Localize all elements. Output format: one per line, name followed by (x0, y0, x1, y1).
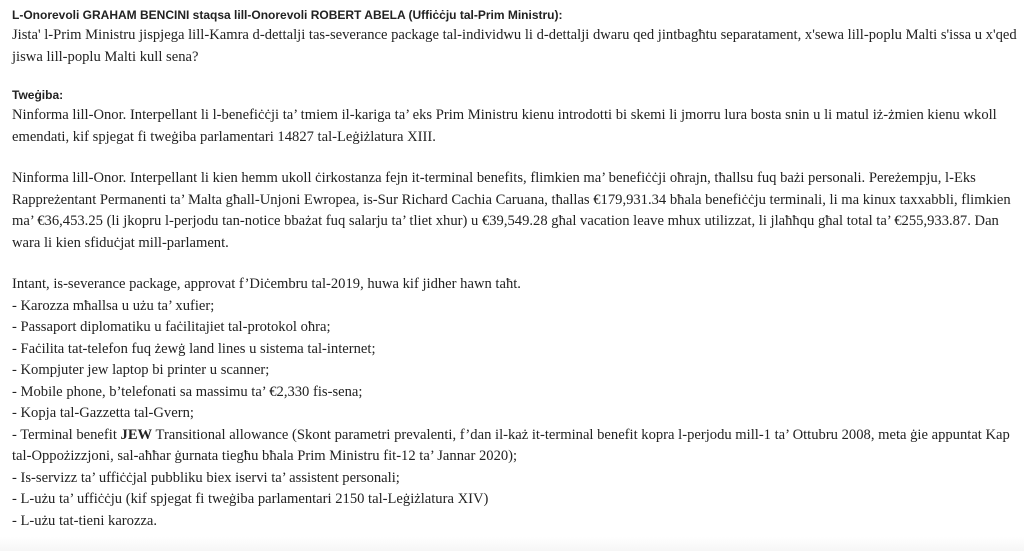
list-item: - Mobile phone, b’telefonati sa massimu ta’ €2,330 fis-sena; (12, 383, 363, 400)
list-item: - Is-servizz ta’ uffiċċjal pubbliku biex iservi ta’ assistent personali; (12, 469, 400, 486)
terminal-after: Transitional allowance (Skont parametri prevalenti, f’dan il-każ it-terminal benefit kopra l-perjodu mill-1 ta’ Ottubru 2008, meta ġie appuntat Kap tal-Oppożizzjoni, sal-aħħar ġurnata tiegħu bħala Prim Ministru fit-12 ta’ Jannar 2020); (12, 426, 1010, 464)
question-text: Jista' l-Prim Ministru jispjega lill-Kamra d-dettalji tas-severance package tal-individwu li d-dettalji dwaru qed jintbagħtu separatament, x'sewa lill-poplu Malti s'issa u x'qed jiswa lill-poplu Malti kull sena? (12, 27, 1017, 65)
answer-heading: Tweġiba: (12, 88, 64, 102)
list-item: - Karozza mħallsa u użu ta’ xufier; (12, 297, 215, 314)
question-header (12, 8, 1020, 23)
question-addressee: ROBERT ABELA (310, 8, 406, 22)
question-prefix: L-Onorevoli (12, 8, 83, 22)
list-item: - L-użu tat-tieni karozza. (12, 512, 158, 529)
list-item: - Kopja tal-Gazzetta tal-Gvern; (12, 405, 194, 421)
question-middle: staqsa lill-Onorevoli (189, 8, 311, 22)
document-page (12, 8, 1020, 532)
bottom-fade (0, 537, 1024, 551)
list-item: - L-użu ta’ uffiċċju (kif spjegat fi tweġiba parlamentari 2150 tal-Leġiżlatura XIV) (12, 491, 489, 507)
list-item: - Kompjuter jew laptop bi printer u scanner; (12, 362, 270, 378)
list-item-terminal-benefit (12, 425, 1020, 468)
question-asker: GRAHAM BENCINI (82, 8, 190, 22)
answer-paragraph-1: Ninforma lill-Onor. Interpellant li l-benefiċċji ta’ tmiem il-kariga ta’ eks Prim Ministru kienu introdotti bi skemi li jmorru lura bosta snin u li matul iż-żmien kienu wkoll emendati, kif spjegat fi tweġiba parlamentari 14827 tal-Leġiżlatura XIII. (12, 107, 997, 145)
terminal-bold-jew: JEW (120, 426, 153, 443)
terminal-before: - Terminal benefit (12, 426, 121, 443)
question-suffix: (Uffiċċju tal-Prim Ministru): (405, 8, 563, 22)
list-item: - Faċilita tat-telefon fuq żewġ land lines u sistema tal-internet; (12, 340, 376, 357)
package-intro: Intant, is-severance package, approvat f’Diċembru tal-2019, huwa kif jidher hawn taħt. (12, 276, 521, 292)
answer-paragraph-2: Ninforma lill-Onor. Interpellant li kien hemm ukoll ċirkostanza fejn it-terminal benefits, flimkien ma’ benefiċċji oħrajn, tħallsu fuq bażi personali. Pereżempju, l-Eks Rappreżentant Permanenti ta’ Malta għall-Unjoni Ewropea, is-Sur Richard Cachia Caruana, tħallas €179,931.34 bħala benefiċċju terminali, li ma kinux taxxabbli, flimkien ma’ €36,453.25 (li jkopru l-perjodu tan-notice bbażat fuq salarju ta’ tliet xhur) u €39,549.28 għal vacation leave mhux utilizzat, li jlaħħqu għal total ta’ €255,933.87. Dan wara li kien sfiduċjat mill-parlament. (12, 170, 1011, 251)
list-item: - Passaport diplomatiku u faċilitajiet tal-protokol oħra; (12, 319, 331, 335)
benefits-list (12, 296, 1020, 533)
